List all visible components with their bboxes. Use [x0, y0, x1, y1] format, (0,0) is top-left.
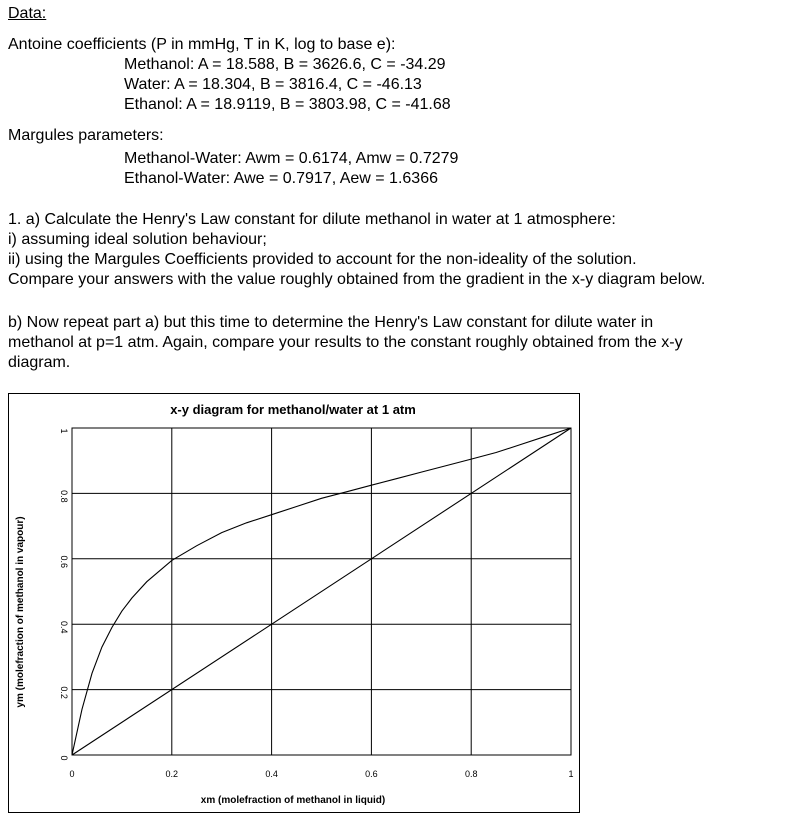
data-heading: Data: [8, 5, 47, 22]
question-b-line: diagram. [8, 354, 71, 371]
question-b-line: b) Now repeat part a) but this time to determine the Henry's Law constant for dilute water in [8, 314, 654, 331]
question-a-line: i) assuming ideal solution behaviour; [8, 231, 267, 248]
margules-ethanol-water: Ethanol-Water: Awe = 0.7917, Aew = 1.6366 [124, 170, 438, 187]
x-tick-label: 0.4 [265, 769, 278, 779]
y-tick-label: 0.2 [59, 686, 69, 699]
chart-series [72, 428, 571, 755]
x-tick-label: 1 [568, 769, 574, 779]
y-tick-label: 0.8 [59, 490, 69, 503]
margules-methanol-water: Methanol-Water: Awm = 0.6174, Amw = 0.7279 [124, 150, 459, 167]
x-tick-label: 0 [69, 769, 75, 779]
question-b-line: methanol at p=1 atm. Again, compare your results to the constant roughly obtained from the x-y [8, 334, 683, 351]
antoine-ethanol: Ethanol: A = 18.9119, B = 3803.98, C = -41.68 [124, 96, 451, 113]
x-tick-label: 0.2 [165, 769, 179, 779]
antoine-intro: Antoine coefficients (P in mmHg, T in K, log to base e): [8, 36, 396, 53]
xy-diagram-figure [8, 393, 580, 813]
question-a-line: 1. a) Calculate the Henry's Law constant for dilute methanol in water at 1 atmosphere: [8, 211, 616, 228]
y-tick-label: 1 [59, 428, 69, 434]
question-a-line: ii) using the Margules Coefficients provided to account for the non-ideality of the solution. [8, 251, 637, 268]
chart-tick-labels [59, 428, 574, 779]
antoine-water: Water: A = 18.304, B = 3816.4, C = -46.13 [124, 76, 422, 93]
y-tick-label: 0.4 [59, 620, 69, 634]
chart-title: x-y diagram for methanol/water at 1 atm [170, 402, 416, 417]
antoine-methanol: Methanol: A = 18.588, B = 3626.6, C = -34.29 [124, 56, 446, 73]
y-tick-label: 0 [59, 755, 69, 761]
xy-diagram-chart [9, 394, 581, 814]
x-tick-label: 0.6 [365, 769, 378, 779]
question-a-line: Compare your answers with the value roughly obtained from the gradient in the x-y diagram below. [8, 271, 706, 288]
margules-intro: Margules parameters: [8, 127, 164, 144]
x-axis-label: xm (molefraction of methanol in liquid) [200, 795, 386, 806]
y-tick-label: 0.6 [59, 555, 69, 569]
y-axis-label: ym (molefraction of methanol in vapour) [15, 516, 26, 708]
diagonal-line [72, 428, 571, 755]
x-tick-label: 0.8 [464, 769, 478, 779]
